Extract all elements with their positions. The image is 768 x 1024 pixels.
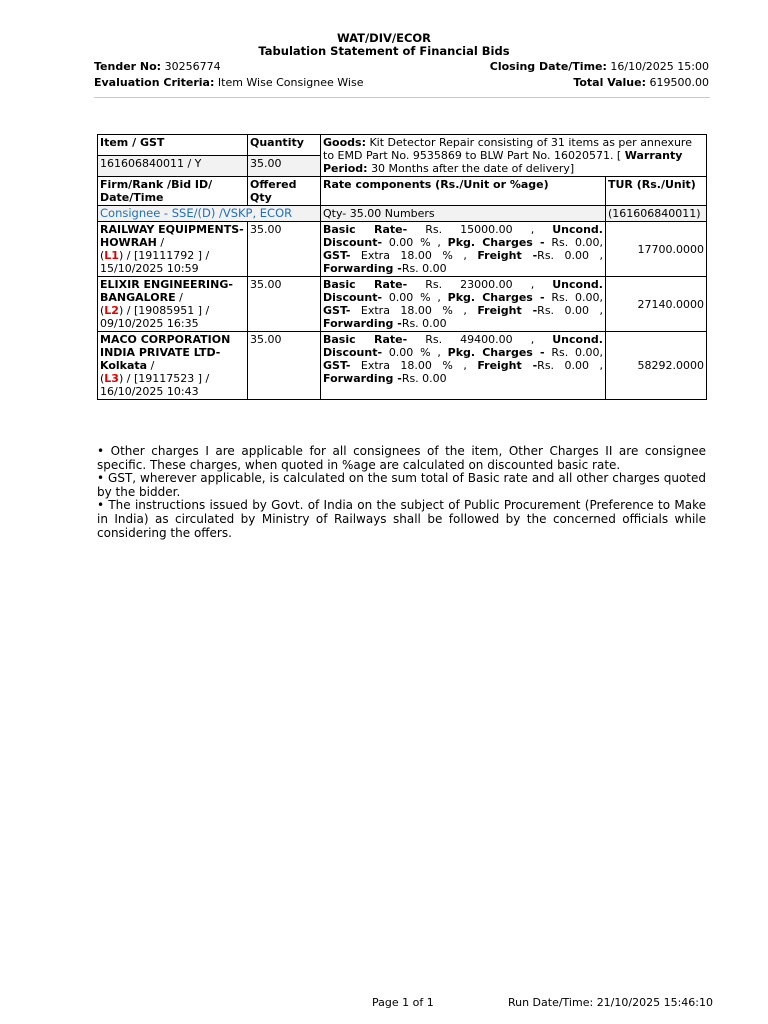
bid-header-row	[98, 177, 707, 206]
bid-offered-qty: 35.00	[248, 277, 321, 332]
closing-value: 16/10/2025 15:00	[610, 60, 709, 73]
bid-tur: 58292.0000	[606, 332, 707, 400]
financial-bids-table	[97, 134, 707, 400]
total-value	[573, 76, 709, 89]
total-label: Total Value:	[573, 76, 646, 89]
run-datetime	[508, 996, 713, 1009]
col-quantity: Quantity	[248, 135, 321, 156]
org-title: WAT/DIV/ECOR	[336, 31, 432, 45]
goods-text: Kit Detector Repair consisting of 31 items as per annexure to EMD Part No. 9535869 to BLW Part No. 16020571. [	[323, 136, 692, 162]
bid-firm-cell: ELIXIR ENGINEERING-BANGALORE / (L2) / [19085951 ] / 09/10/2025 16:35	[98, 277, 248, 332]
consignee-code: (161606840011)	[606, 206, 707, 222]
bid-datetime: 09/10/2025 16:35	[100, 317, 199, 330]
bid-tur: 27140.0000	[606, 277, 707, 332]
page-number: Page 1 of 1	[372, 996, 434, 1009]
firm-name: ELIXIR ENGINEERING-BANGALORE	[100, 278, 233, 304]
item-quantity-value: 35.00	[248, 156, 321, 177]
closing-label: Closing Date/Time:	[489, 60, 607, 73]
bid-id: 19085951	[138, 304, 195, 317]
criteria-label: Evaluation Criteria:	[94, 76, 215, 89]
goods-description	[321, 135, 707, 177]
bid-id: 19117523	[138, 372, 195, 385]
bid-rate-components: Basic Rate- Rs. 15000.00 , Uncond. Discount- 0.00 % , Pkg. Charges - Rs. 0.00, GST- Extra 18.00 % , Freight -Rs. 0.00 , Forwarding -Rs. 0.00	[321, 222, 606, 277]
tender-no-label: Tender No:	[94, 60, 162, 73]
bid-rank: L1	[104, 249, 119, 262]
bid-row	[98, 222, 707, 277]
bid-rate-components: Basic Rate- Rs. 23000.00 , Uncond. Discount- 0.00 % , Pkg. Charges - Rs. 0.00, GST- Extra 18.00 % , Freight -Rs. 0.00 , Forwarding -Rs. 0.00	[321, 277, 606, 332]
bid-firm-cell: RAILWAY EQUIPMENTS-HOWRAH / (L1) / [19111792 ] / 15/10/2025 10:59	[98, 222, 248, 277]
bid-datetime: 15/10/2025 10:59	[100, 262, 199, 275]
note-item: • The instructions issued by Govt. of India on the subject of Public Procurement (Preference to Make in India) as circulated by Ministry of Railways shall be followed by the concerned officials while considering the offers.	[97, 498, 706, 540]
total-value-amount: 619500.00	[649, 76, 709, 89]
bid-id: 19111792	[138, 249, 195, 262]
bid-rank: L3	[104, 372, 119, 385]
consignee-row	[98, 206, 707, 222]
bid-row	[98, 332, 707, 400]
bid-firm-cell: MACO CORPORATION INDIA PRIVATE LTD-Kolkata / (L3) / [19117523 ] / 16/10/2025 10:43	[98, 332, 248, 400]
bid-rate-components: Basic Rate- Rs. 49400.00 , Uncond. Discount- 0.00 % , Pkg. Charges - Rs. 0.00, GST- Extra 18.00 % , Freight -Rs. 0.00 , Forwarding -Rs. 0.00	[321, 332, 606, 400]
goods-label: Goods:	[323, 136, 366, 149]
col-offered-qty: Offered Qty	[248, 177, 321, 206]
note-item: • Other charges I are applicable for all consignees of the item, Other Charges II are consignee specific. These charges, when quoted in %age are calculated on discounted basic rate.	[97, 444, 706, 472]
warranty-label: Warranty Period:	[323, 149, 683, 175]
col-firm: Firm/Rank /Bid ID/ Date/Time	[98, 177, 248, 206]
bid-tur: 17700.0000	[606, 222, 707, 277]
item-gst-value: 161606840011 / Y	[98, 156, 248, 177]
header-divider	[94, 97, 710, 98]
item-header-row	[98, 135, 707, 156]
col-tur: TUR (Rs./Unit)	[606, 177, 707, 206]
bid-datetime: 16/10/2025 10:43	[100, 385, 199, 398]
tender-no	[94, 60, 221, 73]
evaluation-criteria	[94, 76, 363, 89]
bid-offered-qty: 35.00	[248, 332, 321, 400]
consignee-qty: Qty- 35.00 Numbers	[321, 206, 606, 222]
criteria-value: Item Wise Consignee Wise	[217, 76, 364, 89]
notes-section	[97, 445, 706, 540]
consignee-name: Consignee - SSE/(D) /VSKP, ECOR	[98, 206, 321, 222]
firm-name: RAILWAY EQUIPMENTS-HOWRAH	[100, 223, 244, 249]
run-label: Run Date/Time:	[507, 996, 594, 1009]
bid-offered-qty: 35.00	[248, 222, 321, 277]
bid-row	[98, 277, 707, 332]
bid-rank: L2	[104, 304, 119, 317]
closing-datetime	[490, 60, 709, 73]
firm-name: MACO CORPORATION INDIA PRIVATE LTD-Kolkata	[100, 333, 231, 372]
col-item-gst: Item / GST	[98, 135, 248, 156]
run-value: 21/10/2025 15:46:10	[596, 996, 713, 1009]
note-item: • GST, wherever applicable, is calculated on the sum total of Basic rate and all other charges quoted by the bidder.	[97, 471, 706, 499]
warranty-text: 30 Months after the date of delivery]	[371, 162, 575, 175]
col-rate-components: Rate components (Rs./Unit or %age)	[321, 177, 606, 206]
page-title: Tabulation Statement of Financial Bids	[258, 44, 510, 58]
tender-no-value: 30256774	[164, 60, 221, 73]
